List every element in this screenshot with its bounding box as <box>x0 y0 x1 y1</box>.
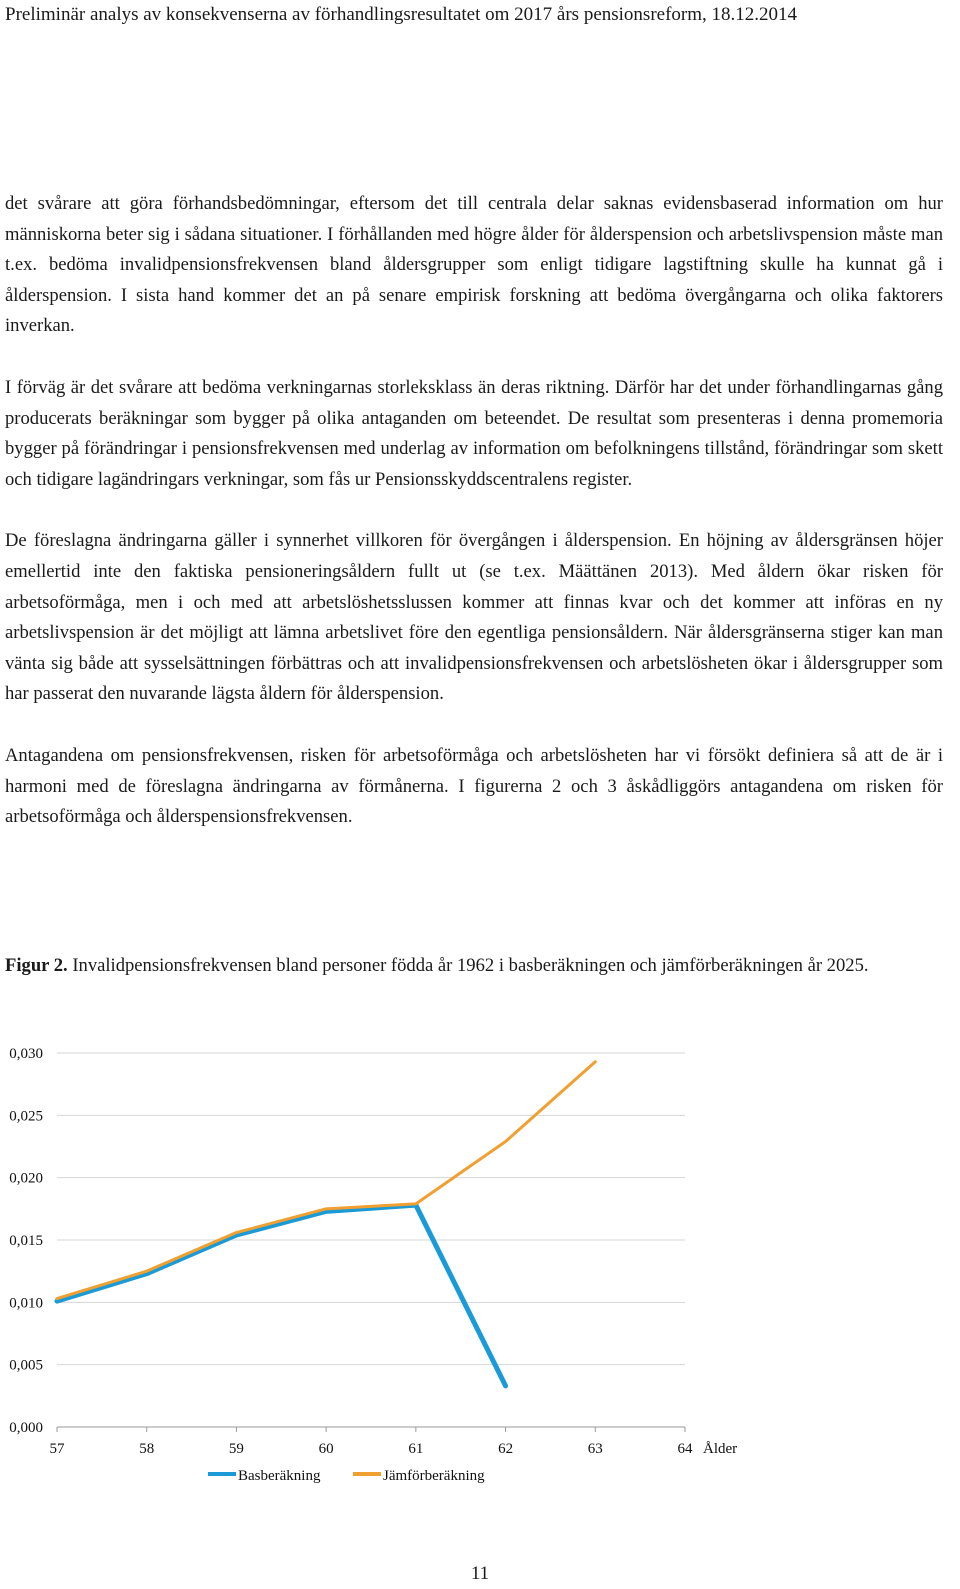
x-axis-label: Ålder <box>703 1441 738 1457</box>
x-tick-label: 62 <box>498 1441 514 1457</box>
series-lines <box>57 1062 595 1386</box>
y-tick-label: 0,020 <box>9 1170 43 1187</box>
body-text <box>5 189 943 864</box>
series-line-basberakning <box>57 1205 506 1386</box>
series-line-jamforberakning <box>57 1062 595 1299</box>
paragraph: det svårare att göra förhandsbedömningar, eftersom det till centrala delar saknas evidensbaserad information om hur människorna beter sig i sådana situationer. I förhållanden med högre ålder för ålderspension och arbetslivspension måste man t.ex. bedöma invalidpensionsfrekvensen bland åldersgrupper som enligt tidigare lagstiftning skulle ha kunnat gå i ålderspension. I sista hand kommer det an på senare empirisk forskning att bedöma övergångarna och olika faktorers inverkan. <box>5 193 943 337</box>
y-tick-label: 0,010 <box>9 1295 43 1312</box>
x-tick-label: 57 <box>49 1441 65 1457</box>
x-tick-label: 61 <box>408 1441 424 1457</box>
paragraph: De föreslagna ändringarna gäller i synnerhet villkoren för övergången i ålderspension. En höjning av åldersgränsen höjer emellertid inte den faktiska pensioneringsåldern fullt ut (se t.ex. Määttänen 2013). Med åldern ökar risken för arbetsoförmåga, men i och med att arbetslöshetsslussen kommer att finnas kvar och det kommer att införas en ny arbetslivspension är det möjligt att lämna arbetslivet före den egentliga pensionsåldern. När åldersgränserna stiger kan man vänta sig både att sysselsättningen förbättras och att invalidpensionsfrekvensen och arbetslösheten ökar i åldersgrupper som har passerat den nuvarande lägsta åldern för ålderspension. <box>5 530 943 705</box>
y-tick-label: 0,015 <box>9 1233 43 1249</box>
legend <box>208 1468 485 1484</box>
page-number: 11 <box>470 1563 490 1584</box>
x-tick-label: 60 <box>318 1441 334 1457</box>
figure-label: Figur 2. <box>5 955 68 976</box>
x-tick-label: 63 <box>587 1441 603 1457</box>
grid-lines <box>57 1053 685 1432</box>
figure-caption-text: Invalidpensionsfrekvensen bland personer födda år 1962 i basberäkningen och jämförberäkningen år 2025. <box>72 955 869 976</box>
y-tick-label: 0,000 <box>9 1420 43 1436</box>
y-tick-label: 0,025 <box>9 1108 43 1125</box>
tick-labels <box>9 1046 693 1457</box>
paragraph: Antagandena om pensionsfrekvensen, risken för arbetsoförmåga och arbetslösheten har vi försökt definiera så att de är i harmoni med de föreslagna ändringarna av förmånerna. I figurerna 2 och 3 åskådliggörs antagandena om risken för arbetsoförmåga och ålderspensionsfrekvensen. <box>5 744 943 828</box>
x-tick-label: 59 <box>228 1441 244 1457</box>
y-tick-label: 0,030 <box>9 1046 43 1062</box>
x-tick-label: 58 <box>139 1441 155 1457</box>
legend-label-basberakning: Basberäkning <box>238 1468 321 1484</box>
x-tick-label: 64 <box>677 1441 693 1457</box>
line-chart <box>0 1035 960 1505</box>
y-tick-label: 0,005 <box>9 1357 43 1374</box>
running-header: Preliminär analys av konsekvenserna av förhandlingsresultatet om 2017 års pensionsreform, 18.12.2014 <box>5 4 798 25</box>
legend-label-jamforberakning: Jämförberäkning <box>383 1468 485 1484</box>
paragraph: I förväg är det svårare att bedöma verkningarnas storleksklass än deras riktning. Därför har det under förhandlingarnas gång producerats beräkningar som bygger på olika antaganden om beteendet. De resultat som presenteras i denna promemoria bygger på förändringar i pensionsfrekvensen med underlag av information om befolkningens tillstånd, förändringar som skett och tidigare lagändringars verkningar, som fås ur Pensionsskyddscentralens register. <box>5 376 943 490</box>
figure-caption <box>5 951 943 982</box>
